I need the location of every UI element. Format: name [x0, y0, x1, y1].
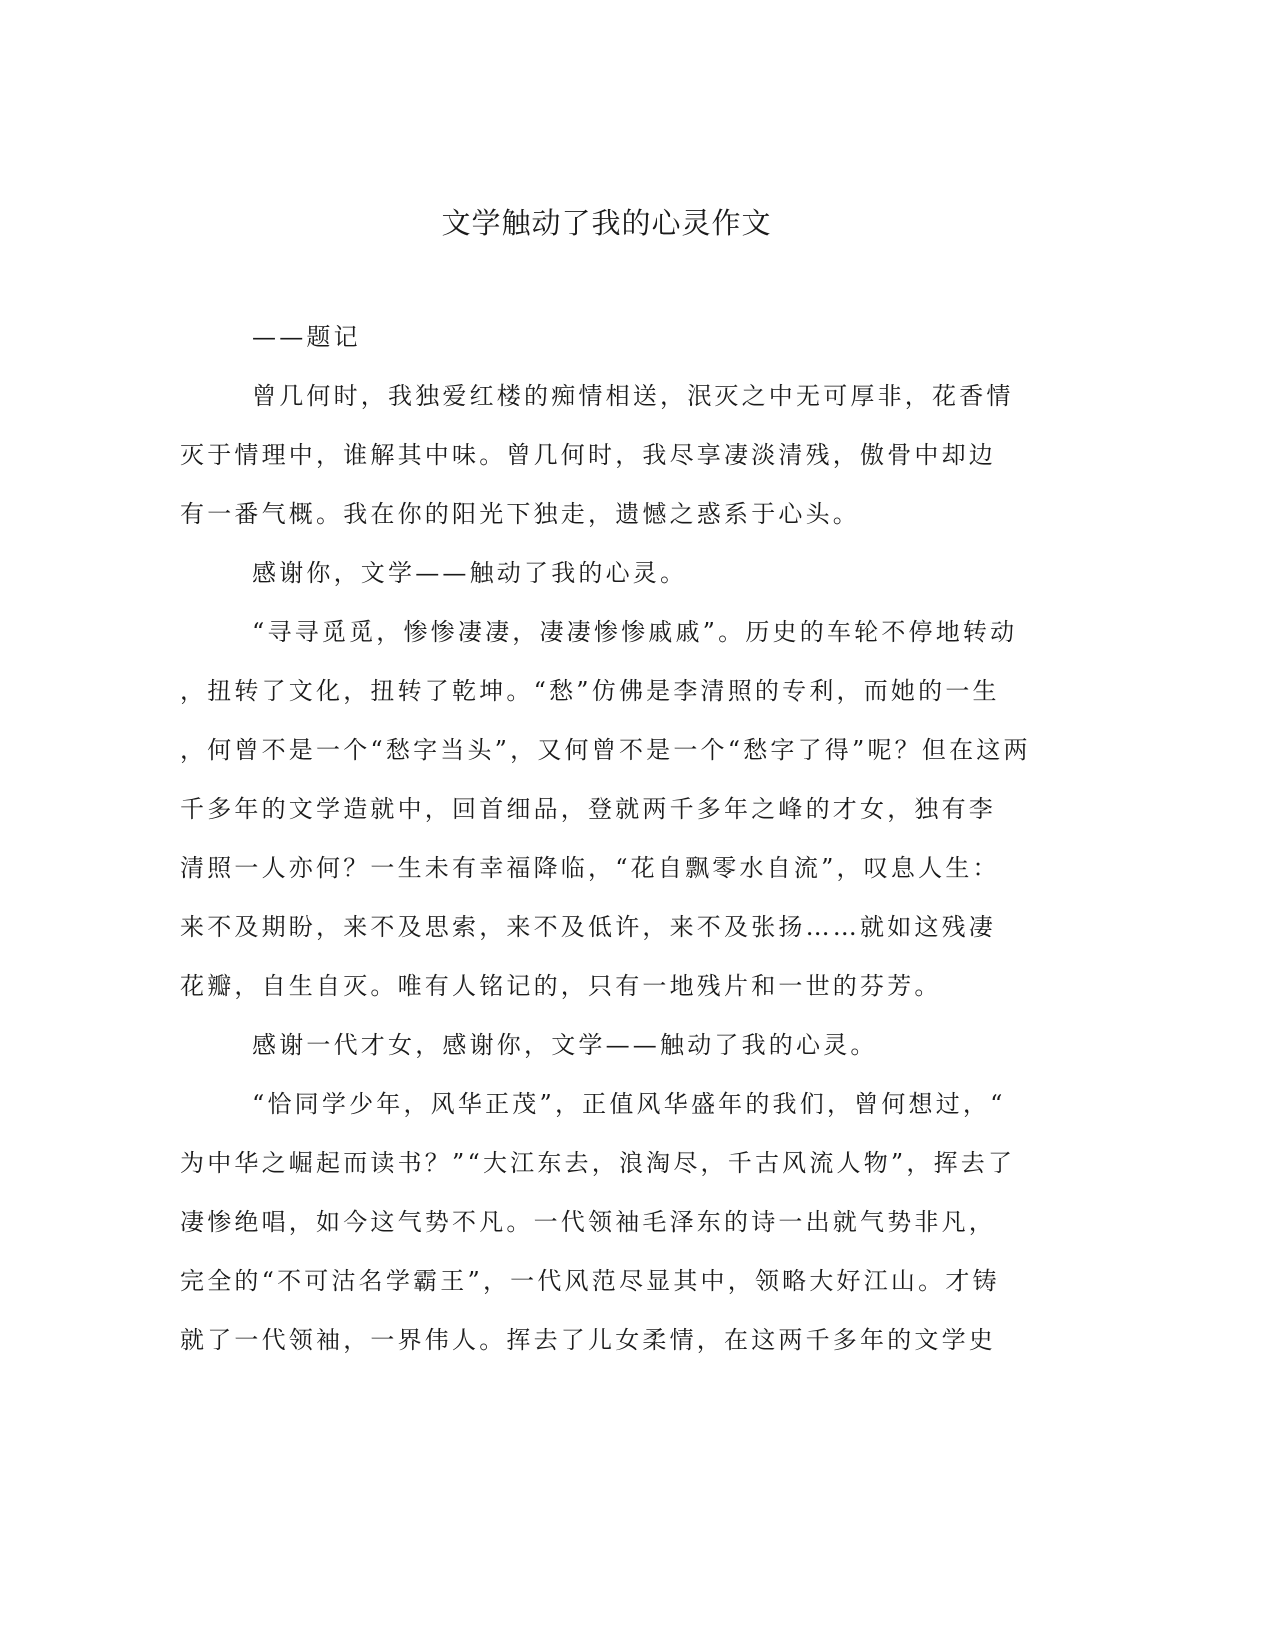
paragraph-line: 就了一代领袖，一界伟人。挥去了儿女柔情，在这两千多年的文学史 — [180, 1326, 996, 1354]
paragraph-line: 花瓣，自生自灭。唯有人铭记的，只有一地残片和一世的芬芳。 — [180, 972, 942, 1000]
document-title: 文学触动了我的心灵作文 — [441, 206, 772, 240]
paragraph-line: 千多年的文学造就中，回首细品，登就两千多年之峰的才女，独有李 — [180, 795, 996, 823]
paragraph-line: ，何曾不是一个“愁字当头”，又何曾不是一个“愁字了得”呢？但在这两 — [180, 736, 1031, 764]
paragraph-line: ，扭转了文化，扭转了乾坤。“愁”仿佛是李清照的专利，而她的一生 — [180, 677, 1000, 705]
paragraph-line: “寻寻觅觅，惨惨凄凄，凄凄惨惨戚戚”。历史的车轮不停地转动 — [252, 618, 1018, 646]
paragraph-line: “恰同学少年，风华正茂”，正值风华盛年的我们，曾何想过，“ — [252, 1090, 1006, 1118]
paragraph-line: 感谢你，文学——触动了我的心灵。 — [252, 559, 688, 587]
paragraph-line: 有一番气概。我在你的阳光下独走，遗憾之惑系于心头。 — [180, 500, 860, 528]
epigraph-line: ——题记 — [252, 323, 361, 351]
paragraph-line: 清照一人亦何？一生未有幸福降临，“花自飘零水自流”，叹息人生： — [180, 854, 1000, 882]
paragraph-line: 来不及期盼，来不及思索，来不及低许，来不及张扬……就如这残凄 — [180, 913, 996, 941]
paragraph-line: 曾几何时，我独爱红楼的痴情相送，泯灭之中无可厚非，花香情 — [252, 382, 1014, 410]
paragraph-line: 灭于情理中，谁解其中味。曾几何时，我尽享凄淡清残，傲骨中却边 — [180, 441, 996, 469]
paragraph-line: 感谢一代才女，感谢你，文学——触动了我的心灵。 — [252, 1031, 878, 1059]
paragraph-line: 凄惨绝唱，如今这气势不凡。一代领袖毛泽东的诗一出就气势非凡， — [180, 1208, 996, 1236]
paragraph-line: 为中华之崛起而读书？”“大江东去，浪淘尽，千古风流人物”，挥去了 — [180, 1149, 1016, 1177]
paragraph-line: 完全的“不可沽名学霸王”，一代风范尽显其中，领略大好江山。才铸 — [180, 1267, 1000, 1295]
